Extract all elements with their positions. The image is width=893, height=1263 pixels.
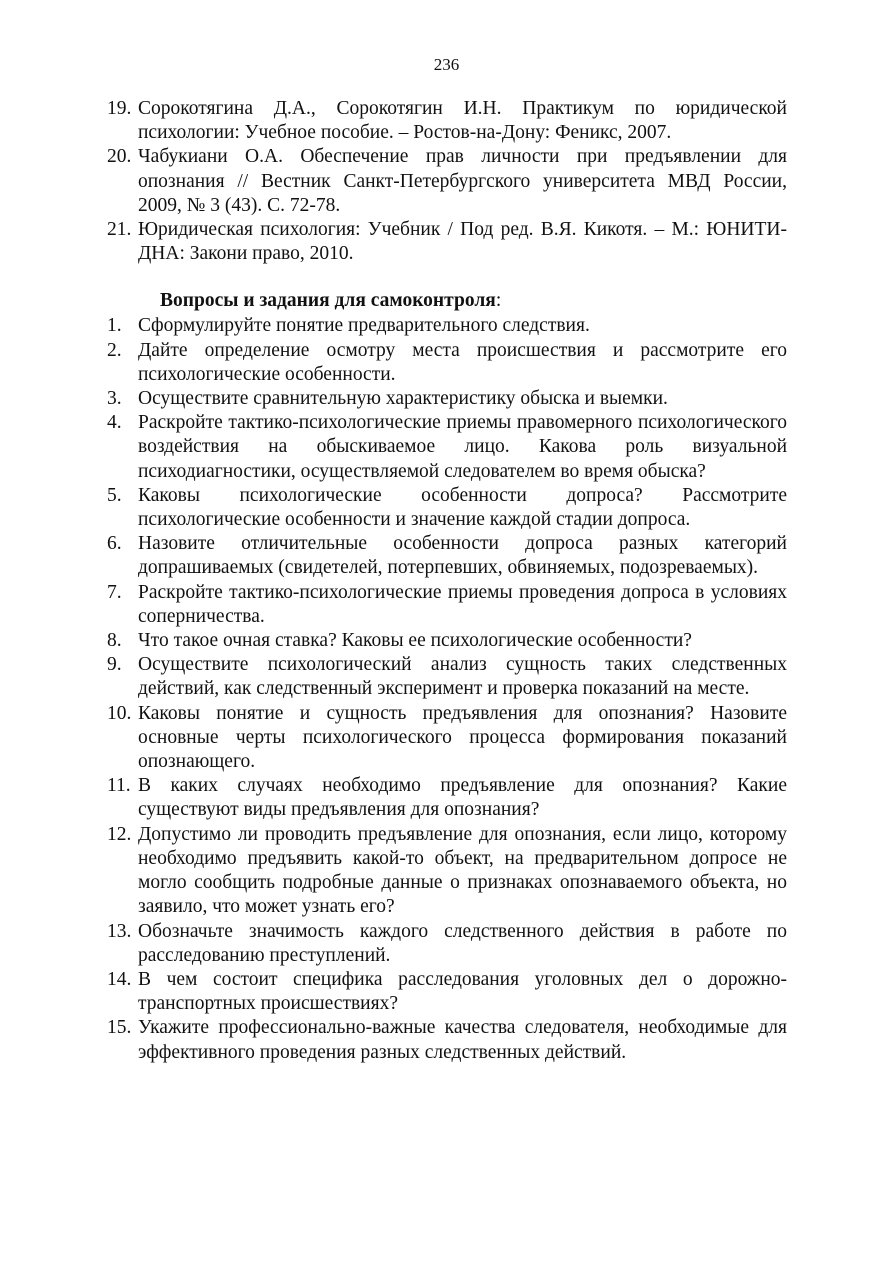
question-item bbox=[107, 532, 787, 580]
question-item bbox=[107, 484, 787, 532]
reference-text: Чабукиани О.А. Обеспечение прав личности при предъявлении для опознания // Вестник Санкт-Петербургского университета МВД России, 2009, № 3 (43). С. 72-78. bbox=[138, 146, 787, 216]
question-text: Дайте определение осмотру места происшествия и рассмотрите его психологические особенности. bbox=[138, 339, 787, 385]
questions-heading bbox=[160, 288, 787, 314]
question-number: 3. bbox=[107, 388, 122, 410]
question-item bbox=[107, 387, 787, 411]
question-text: Допустимо ли проводить предъявление для опознания, если лицо, которому необходимо предъявить какой-то объект, на предварительном допросе не могло сообщить подробные данные о признаках опознаваемого объекта, но заявило, что может узнать его? bbox=[138, 823, 787, 918]
reference-item bbox=[107, 145, 787, 218]
question-number: 13. bbox=[107, 920, 132, 942]
question-text: Раскройте тактико-психологические приемы правомерного психологического воздействия на обыскиваемое лицо. Какова роль визуальной психодиагностики, осуществляемой следователем во время обыска? bbox=[138, 412, 787, 482]
question-number: 5. bbox=[107, 484, 122, 506]
question-number: 4. bbox=[107, 412, 122, 434]
question-item bbox=[107, 339, 787, 387]
question-text: Каковы психологические особенности допроса? Рассмотрите психологические особенности и значение каждой стадии допроса. bbox=[138, 484, 787, 531]
reference-number: 20. bbox=[107, 146, 132, 168]
question-number: 9. bbox=[107, 654, 122, 676]
question-text: Что такое очная ставка? Каковы ее психологические особенности? bbox=[138, 630, 692, 652]
reference-item bbox=[107, 218, 787, 266]
question-number: 10. bbox=[107, 702, 132, 724]
question-number: 12. bbox=[107, 823, 132, 845]
question-item bbox=[107, 629, 787, 653]
question-item bbox=[107, 581, 787, 629]
question-text: Осуществите психологический анализ сущность таких следственных действий, как следственный эксперимент и проверка показаний на месте. bbox=[138, 654, 787, 700]
question-text: Назовите отличительные особенности допроса разных категорий допрашиваемых (свидетелей, потерпевших, обвиняемых, подозреваемых). bbox=[138, 533, 787, 579]
question-text: В каких случаях необходимо предъявление для опознания? Какие существуют виды предъявления для опознания? bbox=[138, 775, 787, 821]
reference-number: 21. bbox=[107, 219, 132, 241]
question-number: 11. bbox=[107, 775, 131, 797]
reference-list bbox=[107, 97, 787, 266]
page-content bbox=[107, 97, 787, 1065]
reference-item bbox=[107, 97, 787, 145]
question-number: 15. bbox=[107, 1017, 132, 1039]
questions-list bbox=[107, 314, 787, 1064]
reference-text: Юридическая психология: Учебник / Под ред. В.Я. Кикотя. – М.: ЮНИТИ-ДНА: Закони право, 2010. bbox=[138, 219, 787, 265]
question-item bbox=[107, 774, 787, 822]
question-text: Укажите профессионально-важные качества следователя, необходимые для эффективного проведения разных следственных действий. bbox=[138, 1017, 787, 1063]
question-item bbox=[107, 314, 787, 338]
question-item bbox=[107, 1016, 787, 1064]
questions-heading-colon: : bbox=[495, 290, 502, 312]
question-number: 1. bbox=[107, 315, 122, 337]
question-text: Осуществите сравнительную характеристику обыска и выемки. bbox=[138, 388, 668, 410]
question-number: 8. bbox=[107, 630, 122, 652]
question-number: 14. bbox=[107, 968, 132, 990]
question-item bbox=[107, 702, 787, 775]
page-number: 236 bbox=[433, 55, 460, 74]
question-item bbox=[107, 411, 787, 484]
question-number: 6. bbox=[107, 533, 122, 555]
question-text: Сформулируйте понятие предварительного следствия. bbox=[138, 315, 590, 337]
question-item bbox=[107, 653, 787, 701]
reference-text: Сорокотягина Д.А., Сорокотягин И.Н. Практикум по юридической психологии: Учебное пособие. – Ростов-на-Дону: Феникс, 2007. bbox=[138, 98, 787, 144]
question-text: Обозначьте значимость каждого следственного действия в работе по расследованию преступлений. bbox=[138, 920, 787, 966]
question-text: В чем состоит специфика расследования уголовных дел о дорожно-транспортных происшествиях? bbox=[138, 968, 787, 1015]
questions-heading-text: Вопросы и задания для самоконтроля bbox=[160, 290, 496, 312]
question-number: 7. bbox=[107, 581, 122, 603]
question-number: 2. bbox=[107, 339, 122, 361]
question-item bbox=[107, 920, 787, 968]
question-text: Раскройте тактико-психологические приемы проведения допроса в условиях соперничества. bbox=[138, 581, 787, 627]
reference-number: 19. bbox=[107, 98, 132, 119]
question-item bbox=[107, 968, 787, 1016]
question-item bbox=[107, 823, 787, 920]
question-text: Каковы понятие и сущность предъявления для опознания? Назовите основные черты психологического процесса формирования показаний опознающего. bbox=[138, 702, 787, 773]
